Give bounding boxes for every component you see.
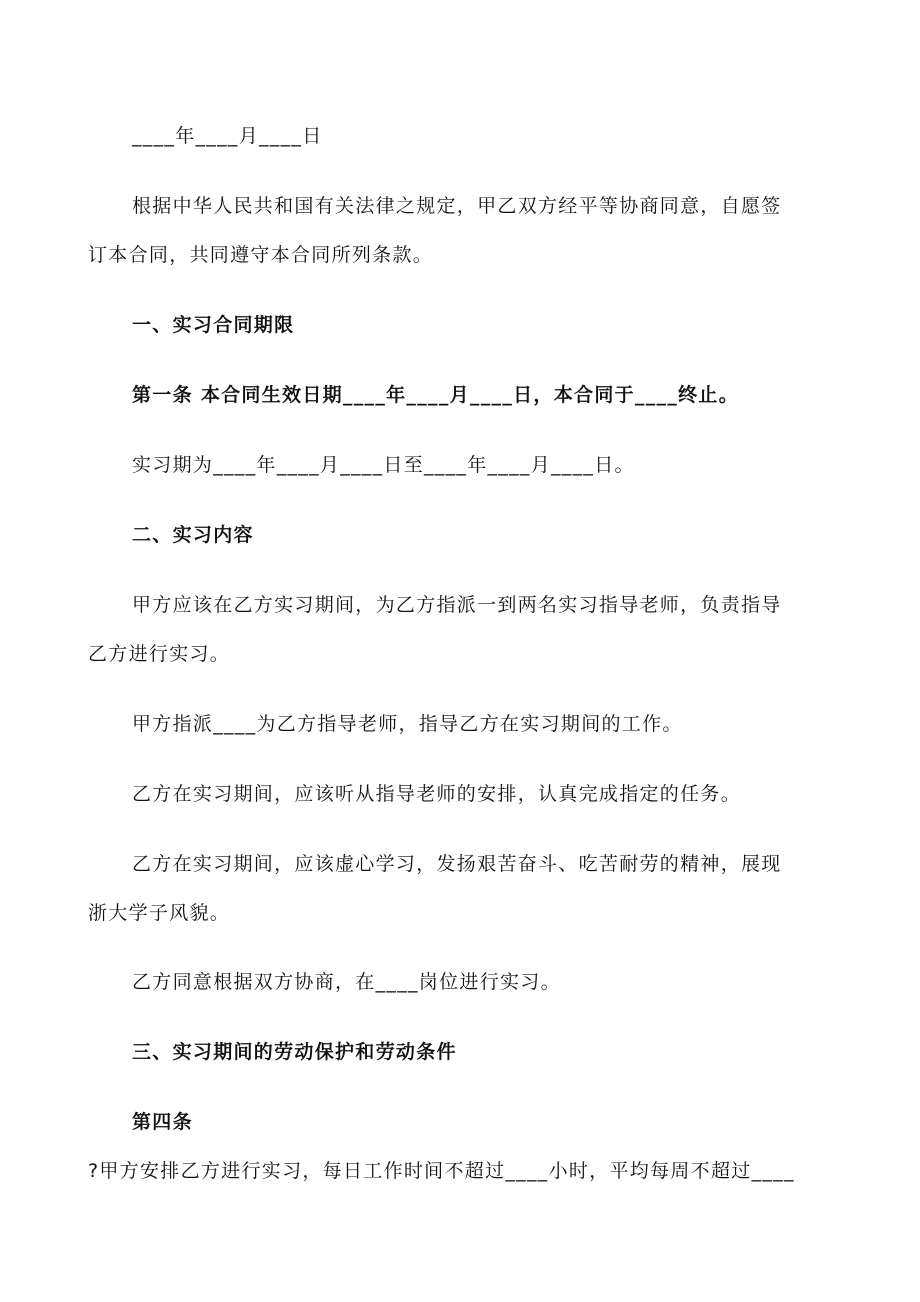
article-4-heading: 第四条 bbox=[132, 1111, 193, 1133]
paragraph-mentor-assign-line-2: 乙方进行实习。 bbox=[88, 643, 231, 665]
preamble-line-2: 订本合同，共同遵守本合同所列条款。 bbox=[88, 244, 434, 266]
preamble-line-1: 根据中华人民共和国有关法律之规定，甲乙双方经平等协商同意，自愿签 bbox=[132, 195, 782, 217]
date-line: ____年____月____日 bbox=[132, 125, 323, 147]
paragraph-attitude-line-1: 乙方在实习期间，应该虚心学习，发扬艰苦奋斗、吃苦耐劳的精神，展现 bbox=[132, 853, 782, 875]
section-heading-labor-protection: 三、实习期间的劳动保护和劳动条件 bbox=[132, 1041, 457, 1063]
article-4-line-1: ?甲方安排乙方进行实习，每日工作时间不超过____小时，平均每周不超过____ bbox=[88, 1160, 795, 1182]
article-1: 第一条 本合同生效日期____年____月____日，本合同于____终止。 bbox=[132, 384, 740, 406]
paragraph-attitude-line-2: 浙大学子风貌。 bbox=[88, 902, 231, 924]
internship-period: 实习期为____年____月____日至____年____月____日。 bbox=[132, 454, 635, 476]
section-heading-content: 二、实习内容 bbox=[132, 524, 254, 546]
section-heading-term: 一、实习合同期限 bbox=[132, 314, 295, 336]
paragraph-position: 乙方同意根据双方协商，在____岗位进行实习。 bbox=[132, 971, 561, 993]
paragraph-mentor-name: 甲方指派____为乙方指导老师，指导乙方在实习期间的工作。 bbox=[132, 713, 683, 735]
paragraph-follow-instructions: 乙方在实习期间，应该听从指导老师的安排，认真完成指定的任务。 bbox=[132, 783, 742, 805]
paragraph-mentor-assign-line-1: 甲方应该在乙方实习期间，为乙方指派一到两名实习指导老师，负责指导 bbox=[132, 594, 782, 616]
